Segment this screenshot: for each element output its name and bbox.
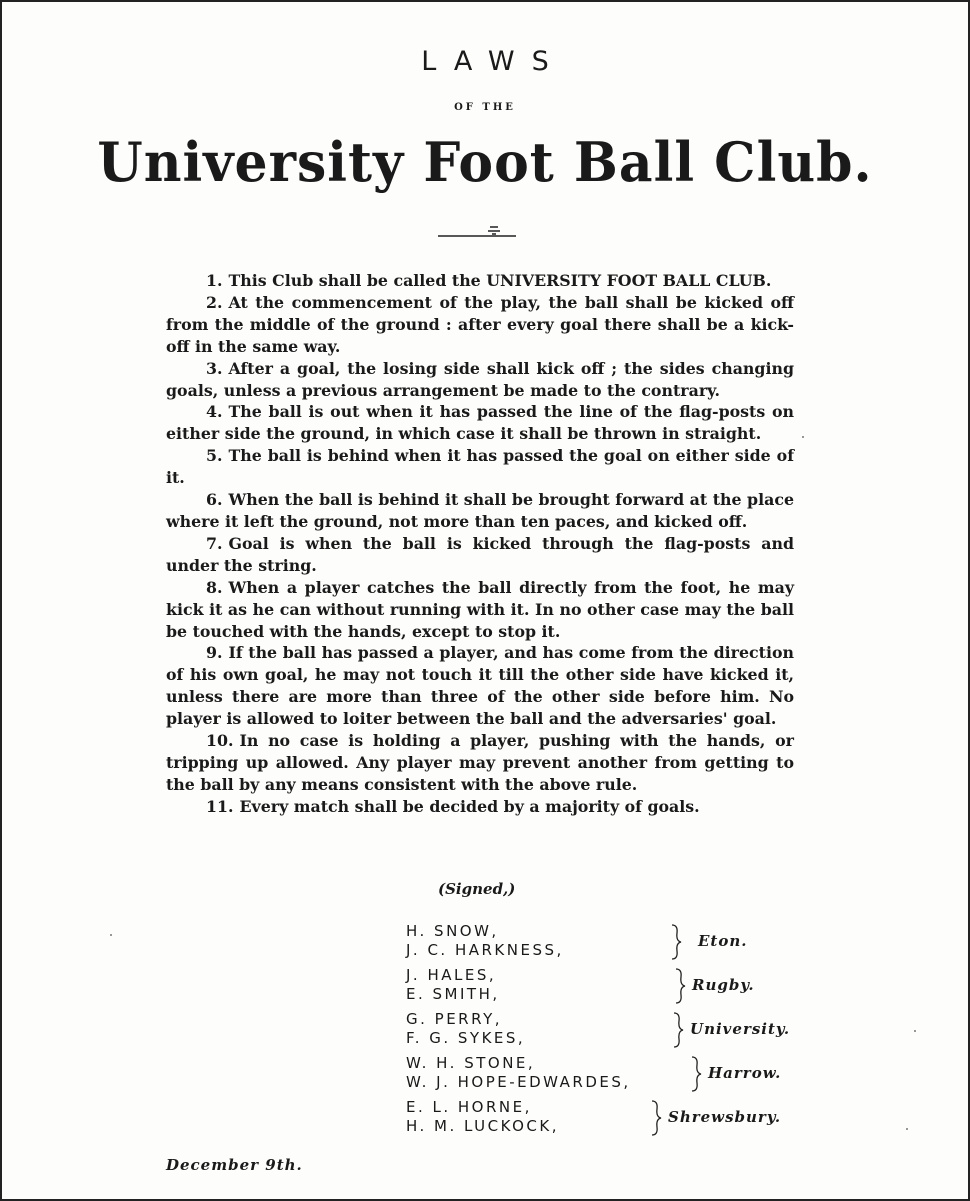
signatory-group (406, 1098, 806, 1142)
law-text: At the commencement of the play, the ball shall be kicked off from the middle of the ground : after every goal there shall be a kick-off in the same way. (166, 292, 794, 356)
signatory-name: G. PERRY, (406, 1010, 502, 1028)
law-number: 4. (206, 402, 223, 422)
law-text: When the ball is behind it shall be brought forward at the place where it left the ground, not more than ten paces, and kicked off. (166, 490, 794, 531)
signatory-group (406, 1010, 806, 1054)
signatory-name: W. H. STONE, (406, 1054, 536, 1072)
right-brace-icon (672, 1012, 684, 1048)
laws-list (166, 270, 794, 818)
signatory-group (406, 922, 806, 966)
signatory-name: J. C. HARKNESS, (406, 941, 564, 959)
signatory-name: H. SNOW, (406, 922, 499, 940)
signatory-name: E. L. HORNE, (406, 1098, 532, 1116)
law-text: After a goal, the losing side shall kick off ; the sides changing goals, unless a previous arrangement be made to the contrary. (166, 358, 794, 400)
signatory-name: E. SMITH, (406, 985, 500, 1003)
document-subtitle-of-the: OF THE (454, 102, 516, 113)
law-item (166, 577, 794, 643)
signatory-name: H. M. LUCKOCK, (406, 1117, 559, 1135)
right-brace-icon (650, 1100, 662, 1136)
law-number: 7. (206, 533, 223, 553)
paper-speck (110, 934, 112, 936)
signatory-name: F. G. SYKES, (406, 1029, 526, 1047)
law-item (166, 445, 794, 489)
law-item (166, 358, 794, 402)
signatory-name: J. HALES, (406, 966, 497, 984)
law-item (166, 292, 794, 358)
school-name: Rugby. (692, 976, 755, 994)
school-name: Harrow. (708, 1064, 782, 1082)
school-name: Eton. (698, 932, 748, 950)
signatory-names (406, 1098, 559, 1136)
law-text: Goal is when the ball is kicked through the flag-posts and under the string. (166, 533, 794, 575)
law-item (166, 796, 794, 818)
law-item (166, 533, 794, 577)
law-text: In no case is holding a player, pushing with the hands, or tripping up allowed. Any player may prevent another from getting to the ball by any means consistent with the above rule. (166, 731, 794, 794)
club-name-heading: University Foot Ball Club. (97, 130, 873, 195)
law-text: The ball is out when it has passed the line of the flag-posts on either side the ground, in which case it shall be thrown in straight. (166, 402, 794, 444)
law-text: Every match shall be decided by a majority of goals. (239, 796, 700, 816)
signatory-names (406, 1054, 631, 1092)
law-number: 6. (206, 490, 223, 510)
school-name: University. (690, 1020, 791, 1038)
law-item (166, 642, 794, 730)
law-number: 3. (206, 358, 223, 378)
law-number: 10. (206, 731, 234, 751)
law-item (166, 730, 794, 796)
signatory-group (406, 966, 806, 1010)
law-text: This Club shall be called the UNIVERSITY FOOT BALL CLUB. (228, 271, 772, 290)
signed-label: (Signed,) (438, 880, 516, 898)
law-number: 9. (206, 643, 223, 663)
right-brace-icon (690, 1056, 702, 1092)
law-number: 1. (206, 271, 223, 290)
document-title: LAWS (421, 46, 566, 77)
paper-speck (802, 436, 804, 438)
law-number: 2. (206, 292, 223, 312)
law-text: If the ball has passed a player, and has come from the direction of his own goal, he may not touch it till the other side have kicked it, unless there are more than three of the other side before him. No player is allowed to loiter between the ball and the adversaries' goal. (166, 643, 794, 729)
law-item (166, 401, 794, 445)
signatory-name: W. J. HOPE-EDWARDES, (406, 1073, 631, 1091)
law-number: 5. (206, 446, 223, 466)
title-ornament-icon (438, 224, 516, 240)
law-text: The ball is behind when it has passed the goal on either side of it. (166, 446, 794, 488)
law-item (166, 270, 794, 292)
law-number: 8. (206, 577, 223, 597)
signatory-group (406, 1054, 806, 1098)
school-name: Shrewsbury. (668, 1108, 782, 1126)
signatory-names (406, 922, 564, 960)
right-brace-icon (674, 968, 686, 1004)
paper-speck (914, 1030, 916, 1032)
signatory-names (406, 966, 500, 1004)
law-item (166, 489, 794, 533)
paper-speck (906, 1128, 908, 1130)
signatory-names (406, 1010, 525, 1048)
law-number: 11. (206, 796, 234, 816)
right-brace-icon (670, 924, 682, 960)
document-date: December 9th. (166, 1156, 303, 1174)
law-text: When a player catches the ball directly from the foot, he may kick it as he can without running with it. In no other case may the ball be touched with the hands, except to stop it. (166, 577, 794, 641)
